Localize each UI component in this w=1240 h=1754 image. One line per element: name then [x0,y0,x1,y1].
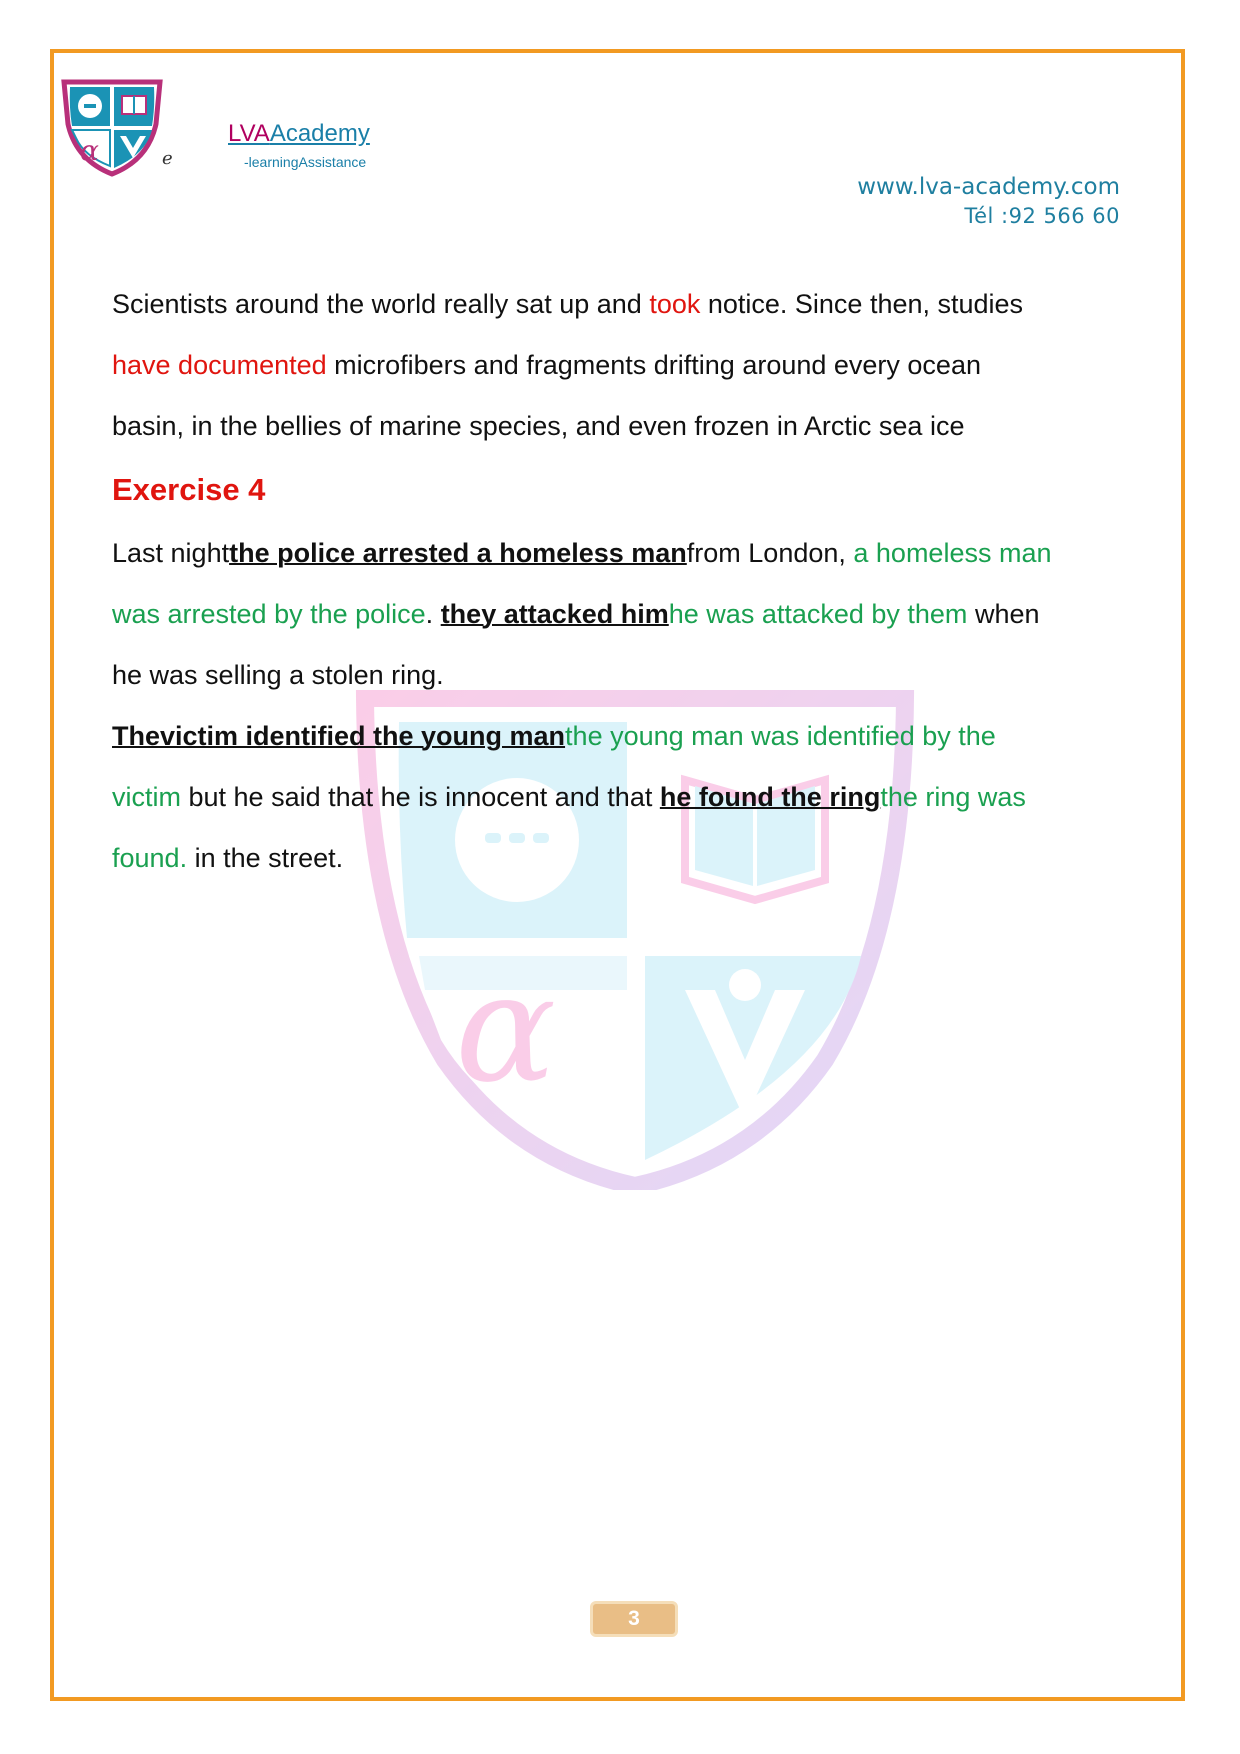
highlighted-verb: took [649,289,701,319]
active-sentence: the police arrested a homeless man [229,538,687,568]
svg-text:α: α [455,942,557,1116]
text-run: he was selling a stolen ring. [112,660,444,690]
text-line [112,523,1162,584]
active-sentence: Thevictim identified the young man [112,721,566,751]
passive-answer: was arrested by the police [112,599,426,629]
text-line [112,828,1162,889]
passive-answer: found. [112,843,188,873]
lva-shield-logo [56,78,168,178]
passive-answer: the ring was [880,782,1026,812]
brand-academy: Academy [269,120,370,147]
svg-text:α: α [80,134,99,167]
brand-name [228,120,370,148]
text-line [112,396,1162,457]
text-line [112,767,1162,828]
text-run: basin, in the bellies of marine species, and even frozen in Arctic sea ice [112,411,965,441]
highlighted-verb: have documented [112,350,327,380]
text-line [112,706,1162,767]
passive-answer: a homeless man [853,538,1052,568]
text-run: . [425,599,441,629]
page-number: 3 [590,1601,678,1637]
text-run: Scientists around the world really sat up and [112,289,650,319]
passive-answer: the young man was identified by the [565,721,996,751]
exercise-heading: Exercise 4 [112,472,266,507]
text-line [112,274,1162,335]
text-run: in the street. [187,843,344,873]
brand-lva: LVA [228,120,270,147]
text-run: Last night [112,538,230,568]
text-run: from London, [686,538,854,568]
contact-info [857,172,1120,230]
text-run: when [967,599,1040,629]
text-line [112,584,1162,645]
active-sentence: he found the ring [659,782,881,812]
text-run: notice. Since then, studies [700,289,1024,319]
website-text: www.lva-academy.com [857,174,1120,200]
text-line [112,645,1162,706]
passive-answer: victim [112,782,181,812]
document-body [112,274,1162,889]
text-run: microfibers and fragments drifting around every ocean [326,350,981,380]
brand-subtitle: -learningAssistance [244,154,367,170]
text-line [112,335,1162,396]
brand [228,120,370,170]
telephone-text: Tél :92 566 60 [964,204,1120,228]
passive-answer: he was attacked by them [668,599,968,629]
active-sentence: they attacked him [440,599,669,629]
logo-e-letter: e [162,148,173,169]
text-run: but he said that he is innocent and that [181,782,660,812]
